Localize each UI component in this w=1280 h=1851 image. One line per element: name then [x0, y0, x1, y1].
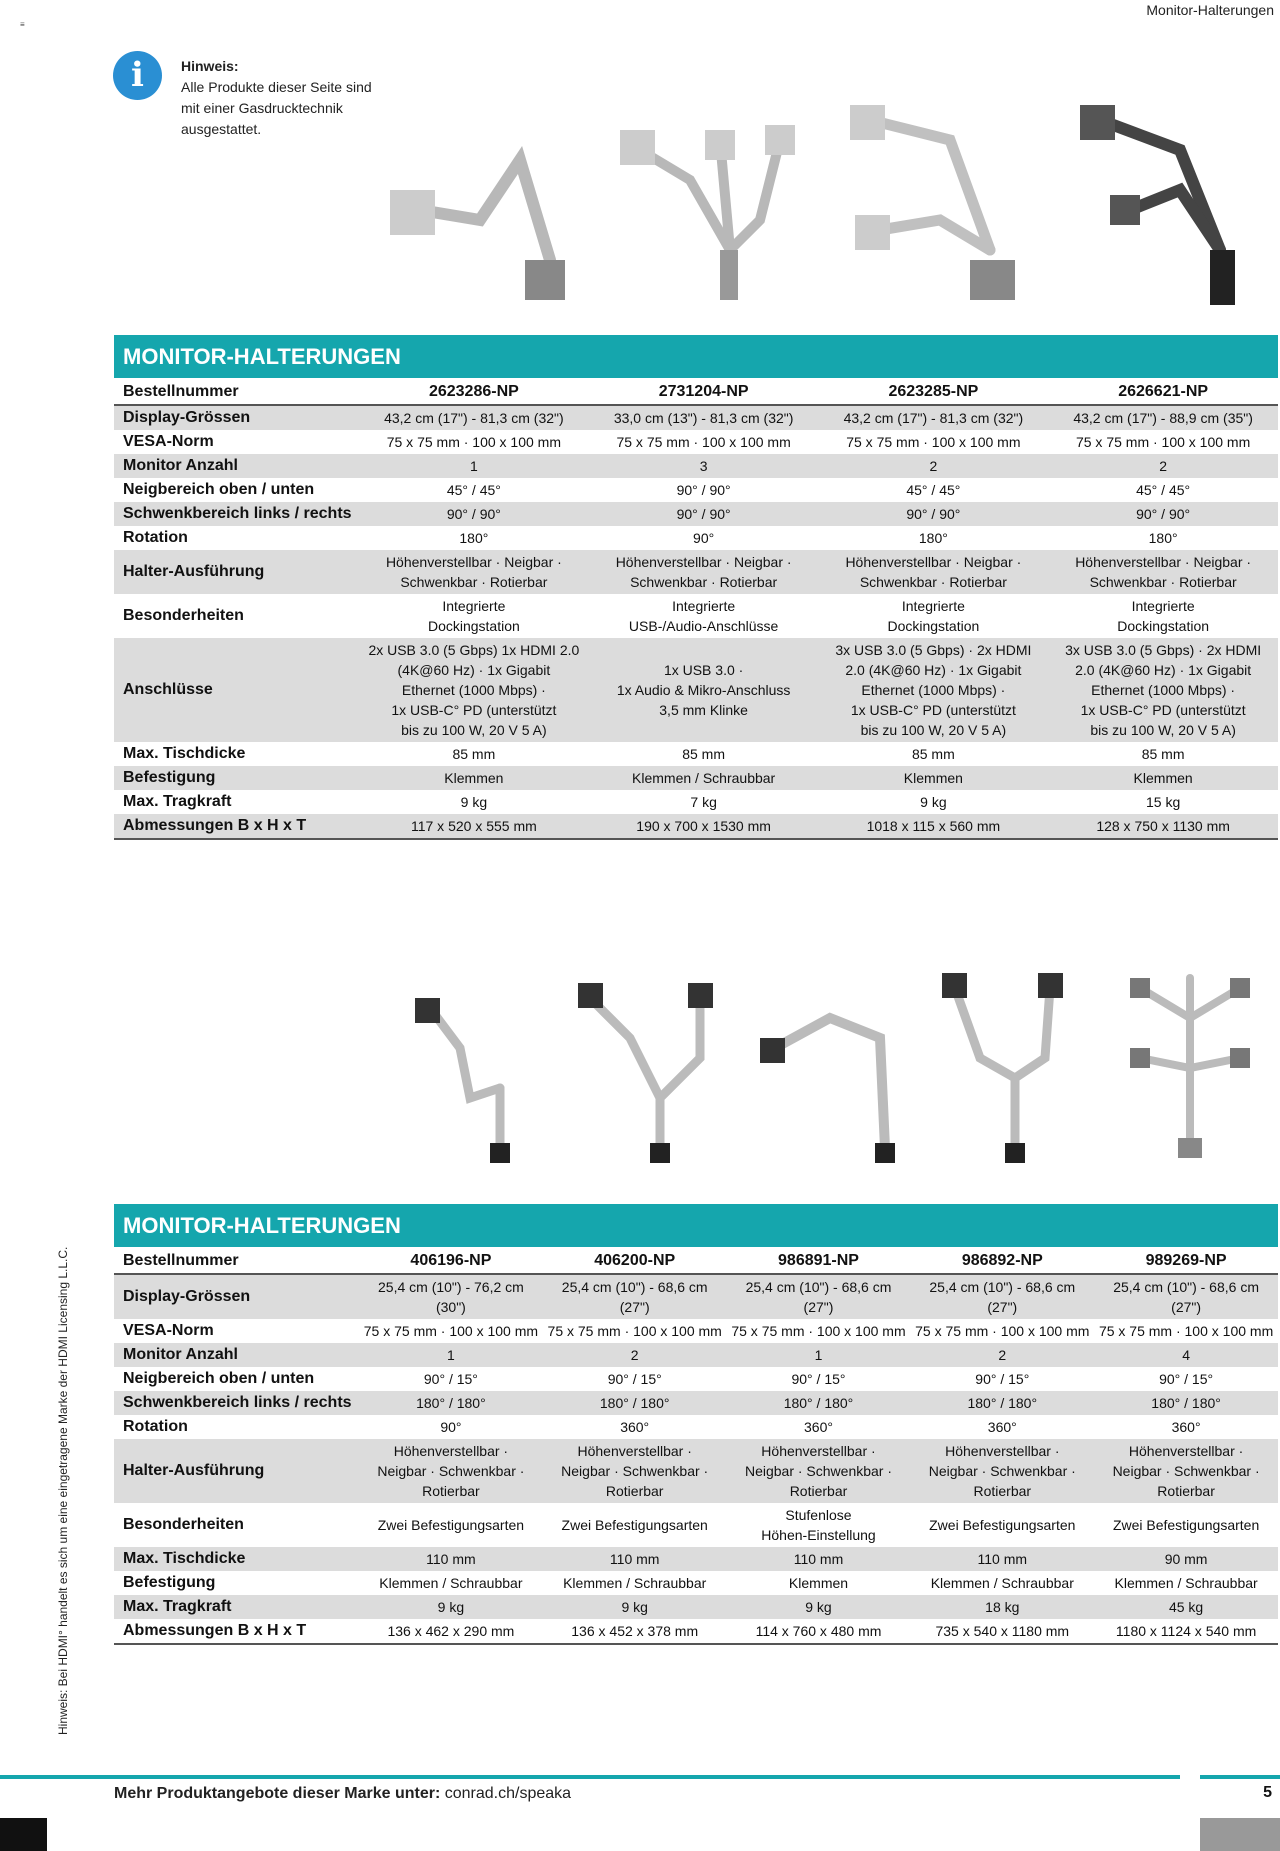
table-cell: 190 x 700 x 1530 mm: [589, 814, 819, 839]
table-cell: Integrierte Dockingstation: [1117, 598, 1210, 634]
header-label: Bestellnummer: [114, 1249, 359, 1274]
table-cell: 180°: [459, 530, 489, 546]
table-cell: Klemmen / Schraubbar: [1114, 1575, 1258, 1591]
row-label: Max. Tragkraft: [123, 793, 232, 810]
table-cell: 75 x 75 mm · 100 x 100 mm: [1075, 434, 1251, 450]
row-label: Abmessungen B x H x T: [114, 814, 359, 839]
corner-block-right: [1200, 1818, 1280, 1851]
table-row: [114, 1391, 1278, 1415]
table-cell: 25,4 cm (10") - 76,2 cm (30"): [359, 1274, 543, 1319]
table-row: [114, 1415, 1278, 1439]
spec-table-1: [114, 380, 1278, 840]
footer-divider-right: [1200, 1775, 1280, 1779]
table-row: [114, 550, 1278, 594]
table-cell: 25,4 cm (10") - 68,6 cm (27"): [1094, 1274, 1278, 1319]
table-cell: 75 x 75 mm · 100 x 100 mm: [386, 434, 562, 450]
order-number: 986892-NP: [910, 1249, 1094, 1274]
row-label: Schwenkbereich links / rechts: [114, 502, 359, 526]
table-cell: 9 kg: [543, 1595, 727, 1619]
table-cell: 110 mm: [727, 1547, 911, 1571]
row-label: Abmessungen B x H x T: [114, 1619, 359, 1644]
table-cell: 110 mm: [359, 1547, 543, 1571]
table-row: [114, 526, 1278, 550]
table-cell: 90° / 90°: [819, 502, 1049, 526]
row-label: Display-Grössen: [114, 405, 359, 430]
table-cell: Integrierte USB-/Audio-Anschlüsse: [628, 598, 779, 634]
row-label: Befestigung: [123, 1574, 216, 1591]
row-label: Neigbereich oben / unten: [123, 481, 315, 498]
table-cell: 1: [359, 1343, 543, 1367]
table-cell: 75 x 75 mm · 100 x 100 mm: [915, 1323, 1090, 1339]
table-cell: 3x USB 3.0 (5 Gbps) · 2x HDMI 2.0 (4K@60 Hz) · 1x Gigabit Ethernet (1000 Mbps) · 1x USB-C° PD (unterstützt bis zu 100 W, 20 V 5 A): [819, 638, 1049, 742]
table-cell: 9 kg: [359, 1595, 543, 1619]
note-line: ausgestattet.: [181, 121, 262, 137]
spec-table-2: [114, 1249, 1278, 1645]
table-cell: 1: [359, 454, 589, 478]
table-cell: 1018 x 115 x 560 mm: [819, 814, 1049, 839]
table-cell: Klemmen / Schraubbar: [563, 1575, 707, 1591]
table-cell: 43,2 cm (17") - 88,9 cm (35"): [1048, 405, 1278, 430]
table-cell: Höhenverstellbar · Neigbar · Schwenkbar · Rotierbar: [359, 1439, 543, 1503]
table-row: [114, 1595, 1278, 1619]
order-number: 406196-NP: [359, 1249, 543, 1274]
table-cell: Höhenverstellbar · Neigbar · Schwenkbar · Rotierbar: [543, 1439, 727, 1503]
table-cell: 25,4 cm (10") - 68,6 cm (27"): [727, 1274, 911, 1319]
table-cell: Zwei Befestigungsarten: [1112, 1517, 1260, 1533]
table-cell: 2: [910, 1343, 1094, 1367]
table-cell: 180°: [1148, 530, 1178, 546]
table-row: [114, 430, 1278, 454]
table-cell: 2: [1048, 454, 1278, 478]
monitor-arm-single-wall-image: [750, 958, 910, 1168]
table-cell: 43,2 cm (17") - 81,3 cm (32"): [819, 405, 1049, 430]
footer-divider: [0, 1775, 1180, 1779]
table-cell: 33,0 cm (13") - 81,3 cm (32"): [589, 405, 819, 430]
table-cell: 1: [727, 1343, 911, 1367]
corner-block-left: [0, 1818, 47, 1851]
note-line: mit einer Gasdrucktechnik: [181, 100, 343, 116]
product-images-bottom: [380, 958, 1280, 1168]
table-cell: 90° / 15°: [975, 1371, 1030, 1387]
table-header-row: [114, 380, 1278, 405]
table-row: [114, 478, 1278, 502]
order-number: 2623285-NP: [819, 380, 1049, 405]
header-label: Bestellnummer: [114, 380, 359, 405]
table-cell: 136 x 462 x 290 mm: [359, 1619, 543, 1644]
table-cell: 180° / 180°: [727, 1391, 911, 1415]
table-row: [114, 405, 1278, 430]
table-cell: 180° / 180°: [359, 1391, 543, 1415]
table-cell: Klemmen: [819, 766, 1049, 790]
corner-mark: ≡: [20, 20, 25, 29]
table-header-row: [114, 1249, 1278, 1274]
table-cell: 90°: [440, 1419, 462, 1435]
table-cell: 90° / 90°: [589, 502, 819, 526]
row-label: Rotation: [123, 529, 188, 546]
table-cell: 90° / 15°: [1159, 1371, 1214, 1387]
table-cell: 25,4 cm (10") - 68,6 cm (27"): [910, 1274, 1094, 1319]
table-cell: 110 mm: [543, 1547, 727, 1571]
table-cell: 180° / 180°: [910, 1391, 1094, 1415]
monitor-arm-triple-silver-image: [610, 100, 800, 310]
table-cell: Stufenlose Höhen-Einstellung: [761, 1507, 876, 1543]
row-label: VESA-Norm: [123, 1322, 214, 1339]
table-cell: 128 x 750 x 1130 mm: [1048, 814, 1278, 839]
table-cell: Zwei Befestigungsarten: [377, 1517, 525, 1533]
table-cell: 90° / 15°: [791, 1371, 846, 1387]
table-cell: 1x USB 3.0 · 1x Audio & Mikro-Anschluss 3,5 mm Klinke: [589, 638, 819, 742]
table-cell: 43,2 cm (17") - 81,3 cm (32"): [359, 405, 589, 430]
table-cell: Klemmen: [788, 1575, 849, 1591]
table-row: [114, 1367, 1278, 1391]
footer-link[interactable]: conrad.ch/speaka: [444, 1785, 572, 1802]
monitor-arm-dual-black-image: [1070, 100, 1260, 310]
table-row: [114, 790, 1278, 814]
monitor-arm-single-pole-image: [390, 958, 550, 1168]
table-cell: Klemmen / Schraubbar: [930, 1575, 1074, 1591]
table-cell: 3x USB 3.0 (5 Gbps) · 2x HDMI 2.0 (4K@60 Hz) · 1x Gigabit Ethernet (1000 Mbps) · 1x USB-C° PD (unterstützt bis zu 100 W, 20 V 5 A): [1048, 638, 1278, 742]
table-cell: 2: [819, 454, 1049, 478]
table-cell: 85 mm: [1141, 746, 1185, 762]
table-cell: 2x USB 3.0 (5 Gbps) 1x HDMI 2.0 (4K@60 Hz) · 1x Gigabit Ethernet (1000 Mbps) · 1x USB-C° PD (unterstützt bis zu 100 W, 20 V 5 A): [359, 638, 589, 742]
table-cell: 45 kg: [1094, 1595, 1278, 1619]
row-label: Befestigung: [114, 766, 359, 790]
table-cell: 90° / 90°: [1048, 502, 1278, 526]
table-cell: 75 x 75 mm · 100 x 100 mm: [547, 1323, 722, 1339]
table-cell: Höhenverstellbar · Neigbar · Schwenkbar · Rotierbar: [1048, 550, 1278, 594]
order-number: 2731204-NP: [589, 380, 819, 405]
order-number: 2623286-NP: [359, 380, 589, 405]
table-cell: 90° / 90°: [676, 482, 731, 498]
table-cell: 90 mm: [1094, 1547, 1278, 1571]
order-number: 986891-NP: [727, 1249, 911, 1274]
table-row: [114, 1503, 1278, 1547]
table-cell: 75 x 75 mm · 100 x 100 mm: [1098, 1323, 1274, 1339]
table-cell: Integrierte Dockingstation: [887, 598, 980, 634]
table-cell: Höhenverstellbar · Neigbar · Schwenkbar · Rotierbar: [589, 550, 819, 594]
table-row: [114, 1547, 1278, 1571]
table-cell: 360°: [987, 1419, 1017, 1435]
note-title: Hinweis:: [181, 58, 239, 74]
table-cell: 90° / 15°: [423, 1371, 478, 1387]
monitor-arm-dual-silver-image: [840, 100, 1030, 310]
table-cell: Zwei Befestigungsarten: [929, 1517, 1076, 1533]
row-label: Besonderheiten: [123, 607, 244, 624]
order-number: 989269-NP: [1094, 1249, 1278, 1274]
row-label: Halter-Ausführung: [114, 1439, 359, 1503]
table1-title: MONITOR-HALTERUNGEN: [114, 335, 1278, 378]
table-row: [114, 454, 1278, 478]
table-cell: 9 kg: [727, 1595, 911, 1619]
table-cell: 25,4 cm (10") - 68,6 cm (27"): [543, 1274, 727, 1319]
row-label: Max. Tischdicke: [123, 745, 246, 762]
table-cell: Klemmen: [1048, 766, 1278, 790]
table-cell: Klemmen / Schraubbar: [589, 766, 819, 790]
table-row: [114, 1343, 1278, 1367]
table-cell: 9 kg: [460, 794, 488, 810]
table-row: [114, 742, 1278, 766]
table-cell: 90° / 90°: [359, 502, 589, 526]
table-row: [114, 502, 1278, 526]
table-cell: 45° / 45°: [906, 482, 961, 498]
table-cell: 180° / 180°: [1094, 1391, 1278, 1415]
table-cell: Klemmen / Schraubbar: [379, 1575, 523, 1591]
table-cell: 75 x 75 mm · 100 x 100 mm: [363, 1323, 539, 1339]
row-label: Display-Grössen: [114, 1274, 359, 1319]
table-cell: Zwei Befestigungsarten: [561, 1517, 708, 1533]
order-number: 2626621-NP: [1048, 380, 1278, 405]
footer-text: [114, 1785, 571, 1803]
row-label: Rotation: [123, 1418, 188, 1435]
table-cell: 15 kg: [1146, 794, 1181, 810]
page-number: 5: [1263, 1784, 1272, 1801]
section-title: Monitor-Halterungen: [1146, 2, 1274, 18]
table-cell: 18 kg: [910, 1595, 1094, 1619]
table-cell: 85 mm: [452, 746, 496, 762]
table-cell: 114 x 760 x 480 mm: [727, 1619, 911, 1644]
table-cell: Höhenverstellbar · Neigbar · Schwenkbar · Rotierbar: [359, 550, 589, 594]
table-cell: Höhenverstellbar · Neigbar · Schwenkbar · Rotierbar: [727, 1439, 911, 1503]
row-label: VESA-Norm: [123, 433, 214, 450]
table-cell: 180° / 180°: [543, 1391, 727, 1415]
table-cell: 75 x 75 mm · 100 x 100 mm: [616, 434, 791, 450]
table-row: [114, 594, 1278, 638]
row-label: Neigbereich oben / unten: [123, 1370, 315, 1387]
note-line: Alle Produkte dieser Seite sind: [181, 79, 372, 95]
row-label: Schwenkbereich links / rechts: [114, 1391, 359, 1415]
row-label: Halter-Ausführung: [114, 550, 359, 594]
table-cell: 2: [543, 1343, 727, 1367]
table-cell: 9 kg: [920, 794, 947, 810]
table-cell: Integrierte Dockingstation: [427, 598, 520, 634]
table-cell: 7 kg: [690, 794, 717, 810]
table-cell: 90° / 15°: [607, 1371, 662, 1387]
table-cell: Höhenverstellbar · Neigbar · Schwenkbar · Rotierbar: [819, 550, 1049, 594]
table-cell: 75 x 75 mm · 100 x 100 mm: [846, 434, 1021, 450]
table-cell: 735 x 540 x 1180 mm: [910, 1619, 1094, 1644]
monitor-arm-quad-pole-image: [1110, 958, 1270, 1168]
table-cell: 75 x 75 mm · 100 x 100 mm: [731, 1323, 906, 1339]
monitor-arm-single-silver-image: [380, 100, 570, 310]
info-icon: i: [113, 51, 162, 100]
table-cell: 3: [589, 454, 819, 478]
table-row: [114, 814, 1278, 839]
table-row: [114, 1319, 1278, 1343]
table-cell: 180°: [918, 530, 948, 546]
table-cell: 360°: [804, 1419, 833, 1435]
hdmi-trademark-note: Hinweis: Bei HDMI° handelt es sich um eine eingetragene Marke der HDMI Licensing L.L.C.: [56, 1246, 70, 1735]
table-row: [114, 1439, 1278, 1503]
row-label: Max. Tragkraft: [114, 1595, 359, 1619]
table-cell: 110 mm: [910, 1547, 1094, 1571]
table-cell: Höhenverstellbar · Neigbar · Schwenkbar · Rotierbar: [1094, 1439, 1278, 1503]
table-row: [114, 766, 1278, 790]
table-cell: 85 mm: [911, 746, 955, 762]
table-cell: 4: [1094, 1343, 1278, 1367]
table-cell: Höhenverstellbar · Neigbar · Schwenkbar · Rotierbar: [910, 1439, 1094, 1503]
table-cell: Klemmen: [359, 766, 589, 790]
row-label: Monitor Anzahl: [114, 454, 359, 478]
row-label: Anschlüsse: [114, 638, 359, 742]
table-row: [114, 1274, 1278, 1319]
row-label: Besonderheiten: [123, 1516, 244, 1533]
order-number: 406200-NP: [543, 1249, 727, 1274]
table2-title: MONITOR-HALTERUNGEN: [114, 1204, 1278, 1247]
row-label: Monitor Anzahl: [114, 1343, 359, 1367]
table-cell: 85 mm: [682, 746, 726, 762]
product-images-top: [360, 100, 1280, 310]
table-cell: 45° / 45°: [446, 482, 501, 498]
table-cell: 1180 x 1124 x 540 mm: [1094, 1619, 1278, 1644]
table-cell: 90°: [693, 530, 715, 546]
table-cell: 117 x 520 x 555 mm: [359, 814, 589, 839]
monitor-arm-dual-pole-image: [570, 958, 730, 1168]
table-row: [114, 1619, 1278, 1644]
footer-label: Mehr Produktangebote dieser Marke unter:: [114, 1785, 441, 1802]
table-row: [114, 638, 1278, 742]
table-cell: 360°: [1171, 1419, 1201, 1435]
table-cell: 45° / 45°: [1136, 482, 1191, 498]
monitor-arm-dual-pole-2-image: [930, 958, 1090, 1168]
table-cell: 360°: [620, 1419, 650, 1435]
table-cell: 136 x 452 x 378 mm: [543, 1619, 727, 1644]
table-row: [114, 1571, 1278, 1595]
row-label: Max. Tischdicke: [114, 1547, 359, 1571]
